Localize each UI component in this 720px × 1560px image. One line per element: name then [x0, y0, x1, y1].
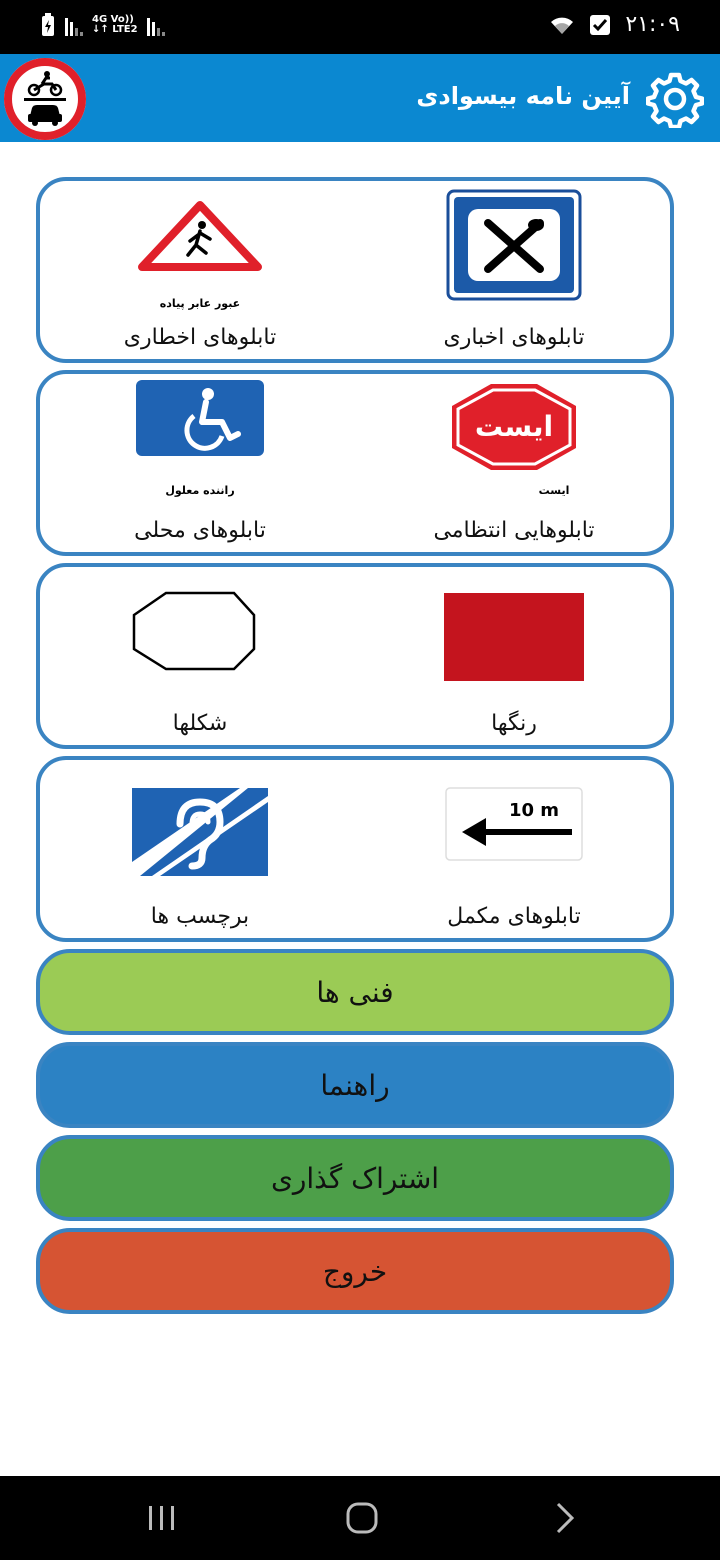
hearing-impaired-sign-icon	[130, 762, 270, 902]
category-row-4	[36, 756, 674, 942]
category-supplementary-signs[interactable]	[374, 760, 654, 938]
category-colors[interactable]	[374, 567, 654, 745]
checkbox-notification-icon	[589, 14, 611, 36]
exit-button[interactable]: خروج	[36, 1228, 674, 1314]
app-title: آیین نامه بیسوادی	[416, 82, 630, 110]
technical-button[interactable]: فنی ها	[36, 949, 674, 1035]
distance-text: 10 m	[508, 800, 560, 821]
status-bar	[0, 0, 720, 54]
red-color-swatch-icon	[444, 569, 584, 709]
category-label: تابلوهای محلی	[134, 518, 266, 543]
stop-sign-icon	[444, 376, 584, 516]
data-saver-icon	[40, 12, 56, 38]
sign-caption: عبور عابر پیاده	[159, 297, 241, 310]
category-label: تابلوهای اخطاری	[123, 325, 277, 350]
pedestrian-warning-sign-icon	[130, 183, 270, 323]
category-label: تابلوهایی انتظامی	[433, 518, 595, 543]
category-shapes[interactable]	[60, 567, 340, 745]
category-local-signs[interactable]	[60, 374, 340, 552]
stop-sign-text: ایست	[474, 410, 554, 443]
wheelchair-sign-icon	[130, 376, 270, 516]
navigation-bar	[0, 1476, 720, 1560]
category-label: تابلوهای اخباری	[443, 325, 585, 350]
back-icon[interactable]	[544, 1498, 584, 1538]
category-warning-signs[interactable]	[60, 181, 340, 359]
signal-strength-icon	[64, 14, 84, 36]
restaurant-sign-icon	[444, 183, 584, 323]
category-row-3	[36, 563, 674, 749]
category-row-1	[36, 177, 674, 363]
category-label: برچسب ها	[150, 904, 250, 929]
status-time: ۲۱:۰۹	[625, 12, 680, 37]
home-icon[interactable]	[342, 1498, 382, 1538]
wifi-icon	[549, 14, 575, 36]
guide-button[interactable]: راهنما	[36, 1042, 674, 1128]
category-info-signs[interactable]	[374, 181, 654, 359]
app-logo-icon	[2, 56, 88, 142]
recent-apps-icon[interactable]	[142, 1498, 182, 1538]
octagon-shape-icon	[130, 569, 270, 709]
signal-strength-2-icon	[146, 14, 166, 36]
settings-gear-icon[interactable]	[646, 70, 704, 128]
sign-caption: ایست	[538, 484, 570, 497]
category-label: تابلوهای مکمل	[447, 904, 581, 929]
app-bar	[0, 54, 720, 142]
category-label: شکلها	[172, 711, 228, 736]
network-indicator: 4G Vo)) ↓↑ LTE2	[92, 14, 138, 35]
category-label: رنگها	[491, 711, 537, 736]
category-stickers[interactable]	[60, 760, 340, 938]
category-regulatory-signs[interactable]	[374, 374, 654, 552]
share-button[interactable]: اشتراک گذاری	[36, 1135, 674, 1221]
category-row-2	[36, 370, 674, 556]
sign-caption: راننده معلول	[165, 484, 235, 497]
distance-arrow-sign-icon	[444, 762, 584, 902]
